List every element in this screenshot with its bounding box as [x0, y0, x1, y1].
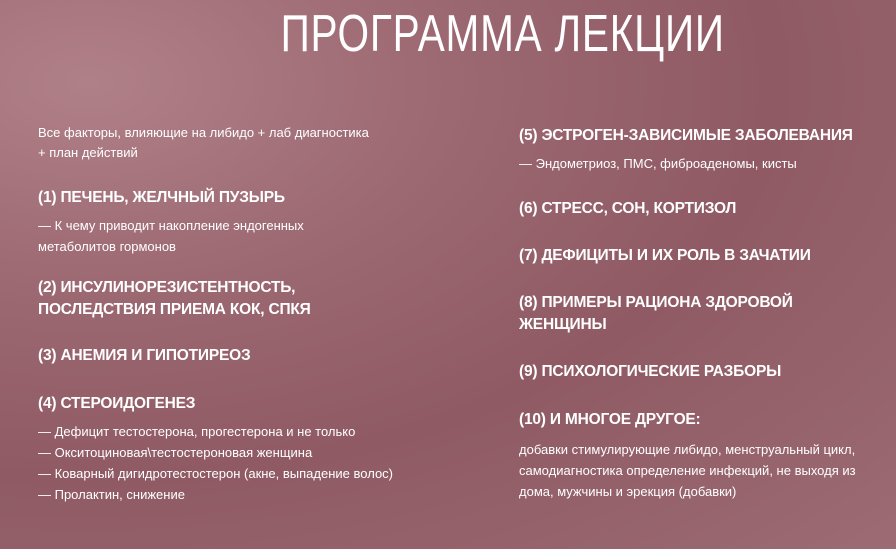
lecture-details — [38, 421, 458, 505]
detail-line: — Коварный дигидротестостерон (акне, выпадение волос) — [38, 466, 393, 481]
lecture-item-3 — [38, 345, 458, 367]
detail-line: добавки стимулирующие либидо, менструальный цикл, — [519, 442, 856, 457]
intro-line: + план действий — [38, 145, 138, 160]
lecture-heading: (6) СТРЕСС, СОН, КОРТИЗОЛ — [519, 200, 737, 217]
lecture-heading: (4) СТЕРОИДОГЕНЕЗ — [38, 395, 196, 412]
lecture-details — [38, 215, 458, 257]
detail-line: самодиагностика определение инфекций, не выходя из — [519, 463, 856, 478]
page-title: ПРОГРАММА ЛЕКЦИИ — [280, 5, 725, 63]
right-column — [519, 125, 879, 502]
intro-line: Все факторы, влияющие на либидо + лаб диагностика — [38, 125, 369, 140]
detail-line: метаболитов гормонов — [38, 239, 176, 254]
detail-line: — Окситоциновая\тестостероновая женщина — [38, 445, 313, 460]
lecture-item-2 — [38, 277, 458, 321]
lecture-item-4 — [38, 393, 458, 505]
lecture-heading: (9) ПСИХОЛОГИЧЕСКИЕ РАЗБОРЫ — [519, 363, 782, 380]
lecture-item-8 — [519, 292, 879, 336]
lecture-heading: (3) АНЕМИЯ И ГИПОТИРЕОЗ — [38, 347, 251, 364]
lecture-item-9 — [519, 361, 879, 383]
lecture-heading: (1) ПЕЧЕНЬ, ЖЕЛЧНЫЙ ПУЗЫРЬ — [38, 189, 285, 206]
detail-line: — Дефицит тестостерона, прогестерона и не только — [38, 424, 356, 439]
lecture-heading: (5) ЭСТРОГЕН-ЗАВИСИМЫЕ ЗАБОЛЕВАНИЯ — [519, 127, 853, 144]
lecture-heading: ПОСЛЕДСТВИЯ ПРИЕМА КОК, СПКЯ — [38, 301, 311, 318]
lecture-item-6 — [519, 198, 879, 220]
detail-line: — Эндометриоз, ПМС, фиброаденомы, кисты — [519, 156, 797, 171]
lecture-item-1 — [38, 187, 458, 257]
lecture-item-10 — [519, 409, 879, 502]
intro-text — [38, 123, 458, 163]
lecture-details — [519, 153, 879, 174]
lecture-item-5 — [519, 125, 879, 174]
lecture-heading: (8) ПРИМЕРЫ РАЦИОНА ЗДОРОВОЙ ЖЕНЩИНЫ — [519, 294, 793, 333]
left-column — [38, 123, 458, 525]
detail-line: — Пролактин, снижение — [38, 487, 185, 502]
lecture-heading: (10) И МНОГОЕ ДРУГОЕ: — [519, 411, 701, 428]
detail-line: — К чему приводит накопление эндогенных — [38, 218, 304, 233]
lecture-heading: (2) ИНСУЛИНОРЕЗИСТЕНТНОСТЬ, — [38, 279, 296, 296]
lecture-heading: (7) ДЕФИЦИТЫ И ИХ РОЛЬ В ЗАЧАТИИ — [519, 247, 811, 264]
detail-line: дома, мужчины и эрекция (добавки) — [519, 484, 737, 499]
lecture-item-7 — [519, 245, 879, 267]
lecture-details — [519, 439, 879, 502]
